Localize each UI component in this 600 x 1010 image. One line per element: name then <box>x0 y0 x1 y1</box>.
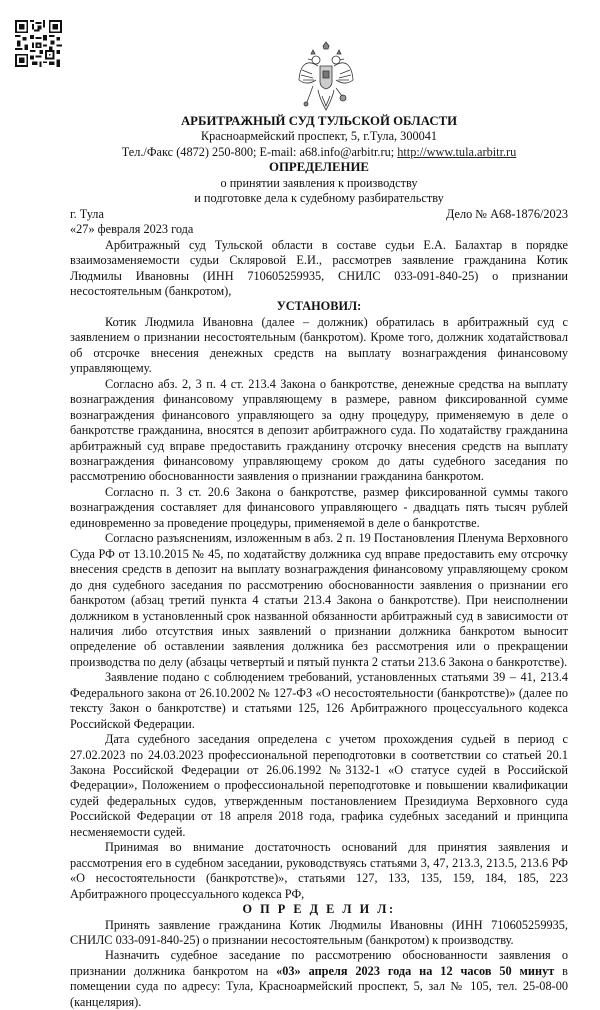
paragraph-1: Котик Людмила Ивановна (далее – должник) обратилась в арбитражный суд с заявлением о признании несостоятельным (банкротом). Кроме того, должник ходатайствовал об отсрочке внесения денежных средств на выплату вознаграждения финансовому управляющему. <box>70 314 568 376</box>
court-contacts <box>70 145 568 160</box>
city-case-row <box>70 207 568 222</box>
paragraph-7: Принимая во внимание достаточность оснований для принятия заявления и рассмотрения его в судебном заседании, руководствуясь статьями 3, 47, 213.3, 213.5, 213.6 РФ «О несостоятельности (банкротстве)», статьями 127, 133, 135, 159, 184, 185, 223 Арбитражного процессуального кодекса РФ, <box>70 840 568 901</box>
city: г. Тула <box>70 206 104 221</box>
section-decided: О П Р Е Д Е Л И Л: <box>242 902 396 917</box>
hearing-prefix: Назначить судебное заседание по рассмотрению обоснованности заявления о признании должника банкротом на <box>70 948 568 978</box>
decision-accept: Принять заявление гражданина Котик Людмилы Ивановны (ИНН 710605259935, СНИЛС 033-091-840-25) о признании несостоятельным (банкротом) к производству. <box>70 917 568 948</box>
website-link[interactable]: http://www.tula.arbitr.ru <box>397 144 517 159</box>
document-type: ОПРЕДЕЛЕНИЕ <box>269 160 369 175</box>
contacts-text: Тел./Факс (4872) 250-800; E-mail: a68.info@arbitr.ru; <box>121 144 398 159</box>
section-established: УСТАНОВИЛ: <box>276 299 362 314</box>
paragraph-4: Согласно разъяснениям, изложенным в абз. 2 п. 19 Постановления Пленума Верховного Суда РФ от 13.10.2015 № 45, по ходатайству должника суд вправе предоставить ему отсрочку внесения средств в депозит на выплату вознаграждения финансовому управляющему сроком до дня судебного заседания по рассмотрению обоснованности заявления о признании его банкротом (абзац третий пункта 4 статьи 213.4 Закона о банкротстве). При неисполнении должником в установленный срок названной обязанности арбитражный суд в зависимости от наличия либо отсутствия иных заявлений о признании должника банкротом выносит определение об оставлении заявления должника без рассмотрения или о прекращении производства по делу (абзацы четвертый и пятый пункта 2 статьи 213.6 Закона о банкротстве). <box>70 531 568 669</box>
paragraph-6: Дата судебного заседания определена с учетом прохождения судьей в период с 27.02.2023 по 24.03.2023 профессиональной переподготовки в соответствии со статьей 20.1 Закона Российской Федерации от 26.06.1992 №3132-1 «О статусе судей в Российской Федерации», Положением о профессиональной переподготовке и повышении квалификации судей федеральных судов, утвержденным постановлением Президиума Верховного суда Российской Федерации от 18 апреля 2018 года, графика судебных заседаний и принципа несменяемости судей. <box>70 732 568 839</box>
court-name: АРБИТРАЖНЫЙ СУД ТУЛЬСКОЙ ОБЛАСТИ <box>180 114 458 128</box>
qr-code-icon <box>15 17 62 70</box>
hearing-suffix: в помещении суда по адресу: Тула, Красноармейский проспект, 5, зал № 105, тел. 25-08-00 (канцелярия). <box>70 963 568 1009</box>
case-number: Дело № А68-1876/2023 <box>445 206 568 221</box>
document-page <box>70 114 568 1010</box>
court-address: Красноармейский проспект, 5, г.Тула, 300041 <box>200 129 438 144</box>
paragraph-5: Заявление подано с соблюдением требований, установленных статьями 39 – 41, 213.4 Федерального закона от 26.10.2002 № 127-ФЗ «О несостоятельности (банкротстве)» (далее по тексту Закон о банкротстве) и статьями 125, 126 Арбитражного процессуального кодекса Российской Федерации. <box>70 670 568 731</box>
decision-hearing <box>70 948 568 1010</box>
document-date: «27» февраля 2023 года <box>70 222 194 237</box>
document-subtitle-2: и подготовке дела к судебному разбирательству <box>194 191 444 206</box>
document-subtitle-1: о принятии заявления к производству <box>220 175 418 190</box>
coat-of-arms-icon <box>296 40 356 116</box>
paragraph-2: Согласно абз. 2, 3 п. 4 ст. 213.4 Закона о банкротстве, денежные средства на выплату вознаграждения финансовому управляющему в размере, равном фиксированной сумме вознаграждения финансового управляющего за одну процедуру, применяемую в деле о банкротстве гражданина, вносятся в депозит арбитражного суда. По ходатайству гражданина арбитражный суд вправе предоставить гражданину отсрочку внесения средств на выплату вознаграждения финансовому управляющему сроком до даты судебного заседания по рассмотрению обоснованности заявления о признании гражданина банкротом. <box>70 376 568 484</box>
intro-paragraph: Арбитражный суд Тульской области в составе судьи Е.А. Балахтар в порядке взаимозаменяемости судьи Скляровой Е.И., рассмотрев заявление гражданина Котик Людмилы Ивановны (ИНН 710605259935, СНИЛС 033-091-840-25) о признании несостоятельным (банкротом), <box>70 237 568 298</box>
hearing-datetime: «03» апреля 2023 года на 12 часов 50 минут <box>276 963 555 978</box>
paragraph-3: Согласно п. 3 ст. 20.6 Закона о банкротстве, размер фиксированной суммы такого вознаграждения составляет для финансового управляющего - двадцать пять тысяч рублей единовременно за проведение процедуры, применяемой в деле о банкротстве. <box>70 484 568 530</box>
